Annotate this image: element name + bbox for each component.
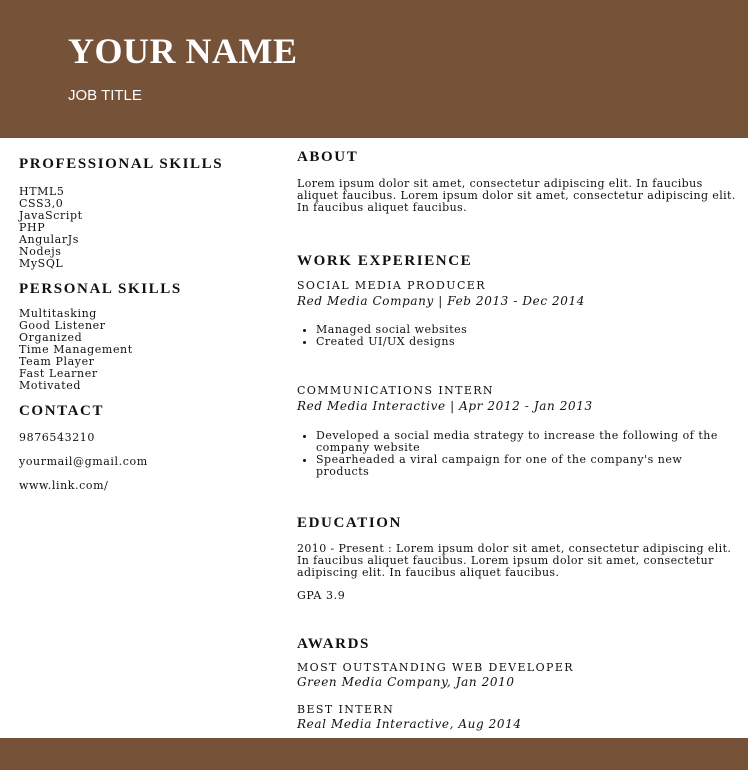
work-experience-heading: WORK EXPERIENCE <box>297 253 473 269</box>
award-title: BEST INTERN <box>297 703 395 716</box>
list-item: MySQL <box>19 257 64 270</box>
personal-skills-list <box>19 308 279 392</box>
award-entry <box>297 662 737 689</box>
job-meta: Red Media Company | Feb 2013 - Dec 2014 <box>297 294 585 308</box>
list-item: AngularJs <box>19 233 79 246</box>
contact-heading: CONTACT <box>19 403 105 419</box>
resume-footer <box>0 738 748 770</box>
about-text: Lorem ipsum dolor sit amet, consectetur adipiscing elit. In faucibus aliquet faucibus. Lorem ipsum dolor sit amet, consectetur adipiscing elit. In faucibus aliquet faucibus. <box>297 177 736 214</box>
job-entry <box>297 385 737 478</box>
list-item: Team Player <box>19 355 95 368</box>
list-item: Fast Learner <box>19 367 98 380</box>
list-item: Good Listener <box>19 319 106 332</box>
list-item: JavaScript <box>19 209 83 222</box>
award-title: MOST OUTSTANDING WEB DEVELOPER <box>297 661 574 674</box>
about-heading: ABOUT <box>297 149 359 165</box>
job-role: SOCIAL MEDIA PRODUCER <box>297 279 486 292</box>
sidebar <box>19 155 279 492</box>
main-content <box>297 148 737 731</box>
professional-skills-list <box>19 186 279 270</box>
list-item: Motivated <box>19 379 81 392</box>
award-meta: Real Media Interactive, Aug 2014 <box>297 717 522 731</box>
list-item: • Managed social websites <box>316 324 737 336</box>
list-item: HTML5 <box>19 185 65 198</box>
award-meta: Green Media Company, Jan 2010 <box>297 675 515 689</box>
education-heading: EDUCATION <box>297 515 402 531</box>
personal-skills-heading: PERSONAL SKILLS <box>19 281 182 297</box>
list-item: Multitasking <box>19 307 97 320</box>
job-meta: Red Media Interactive | Apr 2012 - Jan 2013 <box>297 399 593 413</box>
list-item: CSS3,0 <box>19 197 64 210</box>
list-item: • Developed a social media strategy to increase the following of the company website <box>316 430 737 454</box>
list-item: Nodejs <box>19 245 62 258</box>
professional-skills-heading: PROFESSIONAL SKILLS <box>19 156 224 172</box>
list-item: • Spearheaded a viral campaign for one of the company's new products <box>316 454 737 478</box>
job-title: JOB TITLE <box>68 87 142 104</box>
job-role: COMMUNICATIONS INTERN <box>297 384 494 397</box>
education-gpa: GPA 3.9 <box>297 589 346 602</box>
job-bullets <box>297 430 737 478</box>
job-bullets <box>297 324 737 348</box>
list-item: • Created UI/UX designs <box>316 336 737 348</box>
list-item: Time Management <box>19 343 133 356</box>
resume-header <box>0 0 748 138</box>
education-text: 2010 - Present : Lorem ipsum dolor sit amet, consectetur adipiscing elit. In faucibus aliquet faucibus. Lorem ipsum dolor sit amet, consectetur adipiscing elit. In faucibus aliquet faucibus. <box>297 542 732 579</box>
award-entry <box>297 704 737 731</box>
job-entry <box>297 280 737 348</box>
contact-phone: 9876543210 <box>19 431 95 444</box>
resume-name: YOUR NAME <box>68 31 298 71</box>
list-item: Organized <box>19 331 83 344</box>
awards-heading: AWARDS <box>297 636 370 652</box>
contact-email[interactable]: yourmail@gmail.com <box>19 455 148 468</box>
contact-website[interactable]: www.link.com/ <box>19 479 109 492</box>
list-item: PHP <box>19 221 46 234</box>
